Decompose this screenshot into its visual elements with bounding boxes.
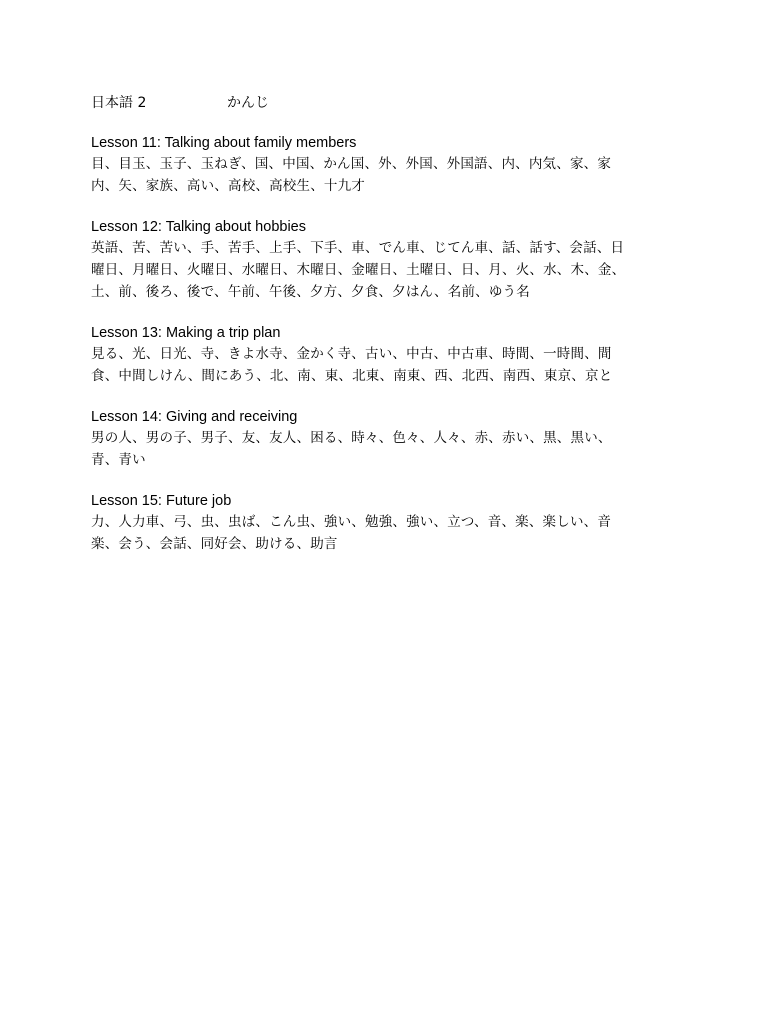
- kanji-line: 内、矢、家族、高い、高校、高校生、十九才: [91, 178, 365, 194]
- lesson-section-15: [91, 491, 681, 555]
- kanji-line: 英語、苦、苦い、手、苦手、上手、下手、車、でん車、じてん車、話、話す、会話、日: [91, 240, 625, 256]
- lesson-title: Lesson 13: Making a trip plan: [91, 325, 281, 341]
- lesson-kanji-list: [91, 237, 681, 303]
- kanji-line: 男の人、男の子、男子、友、友人、困る、時々、色々、人々、赤、赤い、黒、黒い、: [91, 430, 612, 446]
- lesson-title: Lesson 11: Talking about family members: [91, 135, 357, 151]
- kanji-line: 楽、会う、会話、同好会、助ける、助言: [91, 536, 338, 552]
- topic-name: かんじ: [227, 95, 269, 111]
- kanji-line: 食、中間しけん、間にあう、北、南、東、北東、南東、西、北西、南西、東京、京と: [91, 368, 613, 384]
- lesson-kanji-list: [91, 427, 681, 471]
- kanji-line: 曜日、月曜日、火曜日、水曜日、木曜日、金曜日、土曜日、日、月、火、水、木、金、: [91, 262, 626, 278]
- kanji-line: 見る、光、日光、寺、きよ水寺、金かく寺、古い、中古、中古車、時間、一時間、間: [91, 346, 612, 362]
- lesson-section-13: [91, 323, 681, 387]
- lesson-section-11: [91, 133, 681, 197]
- document-page: [91, 93, 681, 555]
- document-header: [91, 93, 681, 113]
- kanji-line: 青、青い: [91, 452, 146, 468]
- kanji-line: 力、人力車、弓、虫、虫ば、こん虫、強い、勉強、強い、立つ、音、楽、楽しい、音: [91, 514, 612, 530]
- lesson-title: Lesson 15: Future job: [91, 493, 232, 509]
- kanji-line: 目、目玉、玉子、玉ねぎ、国、中国、かん国、外、外国、外国語、内、内気、家、家: [91, 156, 612, 172]
- lesson-title: Lesson 12: Talking about hobbies: [91, 219, 306, 235]
- course-name: 日本語 2: [91, 95, 147, 111]
- lesson-kanji-list: [91, 511, 681, 555]
- lesson-section-12: [91, 217, 681, 303]
- lesson-section-14: [91, 407, 681, 471]
- lesson-kanji-list: [91, 153, 681, 197]
- lesson-kanji-list: [91, 343, 681, 387]
- kanji-line: 土、前、後ろ、後で、午前、午後、夕方、夕食、夕はん、名前、ゆう名: [91, 284, 530, 300]
- lesson-title: Lesson 14: Giving and receiving: [91, 409, 298, 425]
